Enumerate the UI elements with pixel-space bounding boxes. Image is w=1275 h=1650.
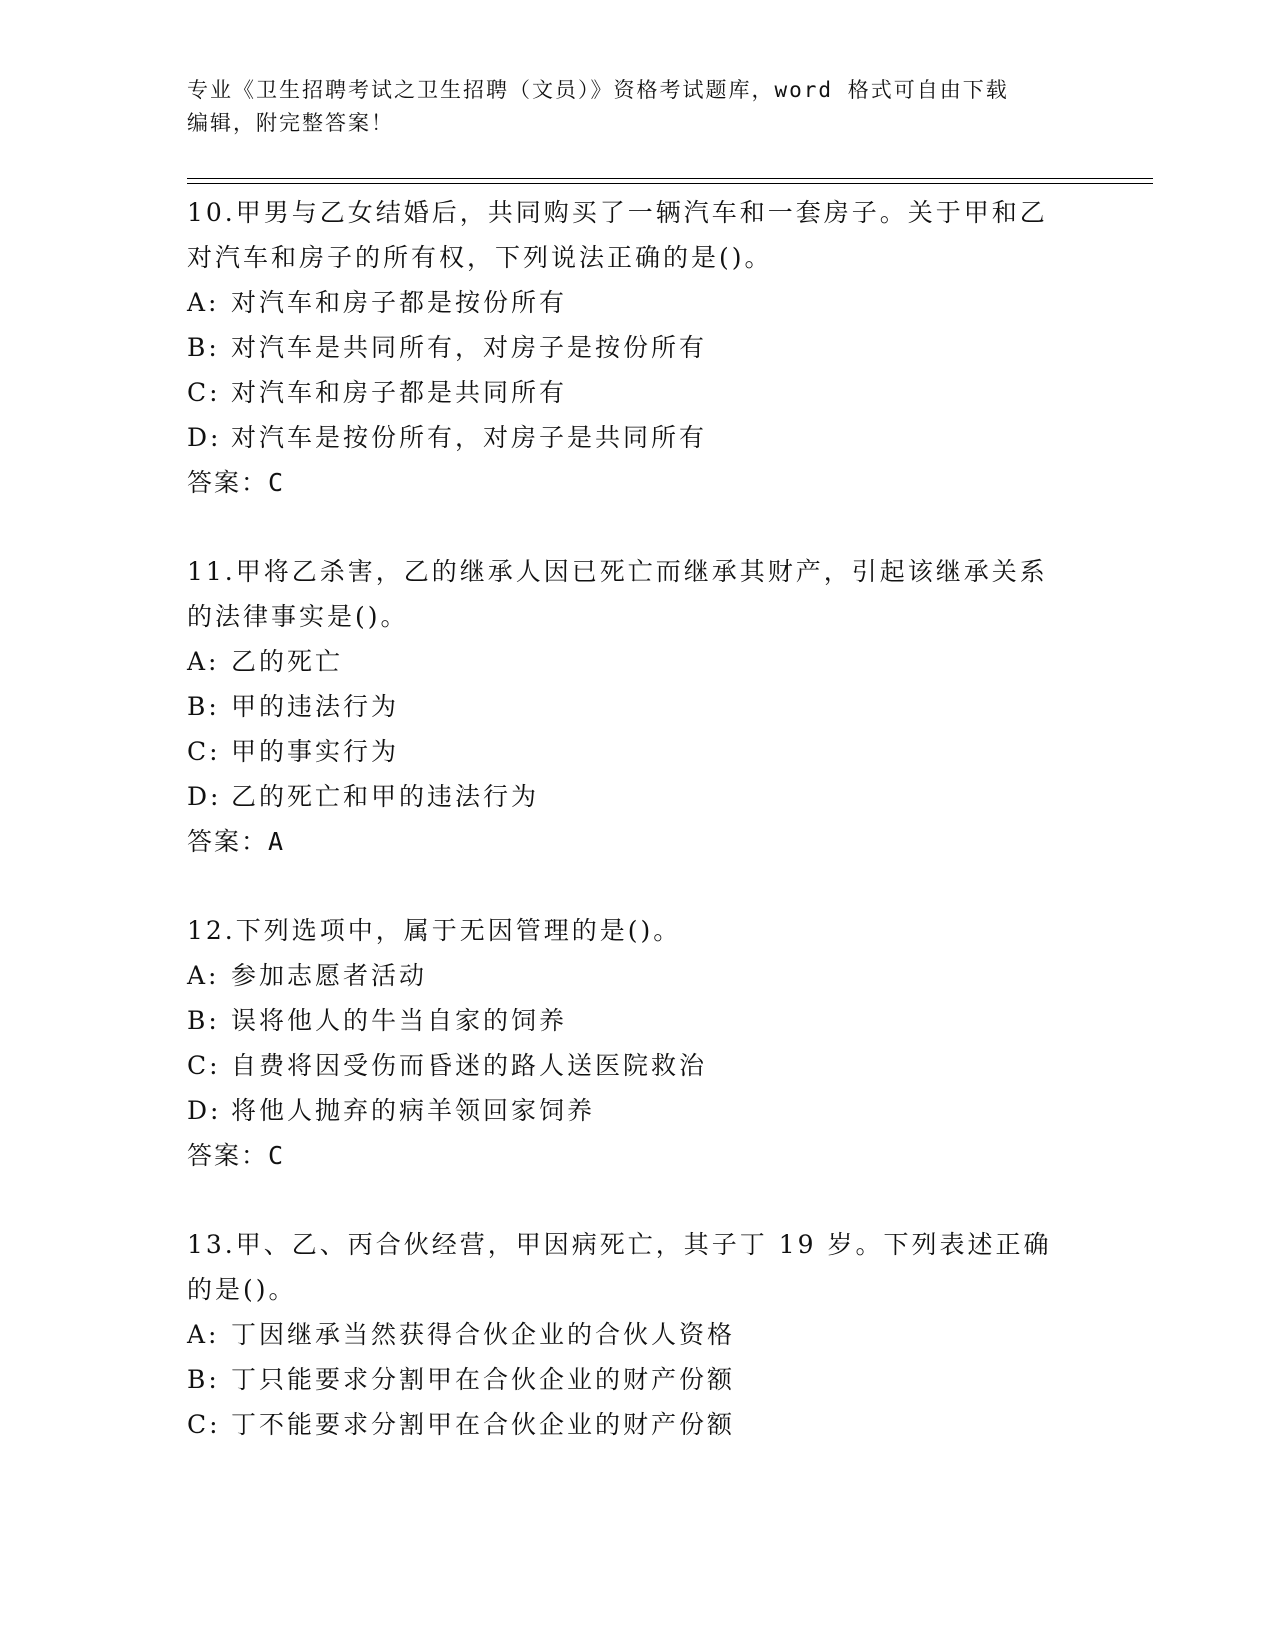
answer-label: 答案：	[187, 1141, 269, 1170]
answer-value: A	[268, 827, 286, 856]
option-letter: A:	[187, 647, 220, 676]
option-c	[187, 1043, 1087, 1088]
option-b	[187, 325, 1087, 370]
option-letter: A:	[187, 961, 220, 990]
question-12	[187, 908, 1087, 1178]
option-text: 对汽车和房子都是按份所有	[231, 288, 568, 317]
question-stem-line-1: 11.甲将乙杀害，乙的继承人因已死亡而继承其财产，引起该继承关系	[187, 557, 1048, 586]
option-letter: B:	[187, 1365, 220, 1394]
option-text: 丁不能要求分割甲在合伙企业的财产份额	[231, 1410, 736, 1439]
option-a	[187, 639, 1087, 684]
question-stem-line-2: 的法律事实是()。	[187, 602, 409, 631]
option-d	[187, 415, 1087, 460]
option-text: 甲的违法行为	[231, 692, 400, 721]
option-text: 乙的死亡和甲的违法行为	[231, 782, 540, 811]
option-d	[187, 774, 1087, 819]
answer	[187, 819, 1087, 864]
option-a	[187, 1312, 1087, 1357]
question-list	[187, 190, 1087, 1491]
answer-label: 答案：	[187, 468, 269, 497]
option-letter: D:	[187, 782, 222, 811]
option-letter: B:	[187, 692, 220, 721]
question-13	[187, 1222, 1087, 1447]
question-stem-line-1: 13.甲、乙、丙合伙经营，甲因病死亡，其子丁 19 岁。下列表述正确	[187, 1230, 1052, 1259]
option-text: 丁因继承当然获得合伙企业的合伙人资格	[231, 1320, 736, 1349]
option-text: 误将他人的牛当自家的饲养	[231, 1006, 568, 1035]
question-11	[187, 549, 1087, 864]
option-c	[187, 729, 1087, 774]
option-letter: B:	[187, 333, 220, 362]
document-header	[187, 74, 1067, 140]
option-letter: D:	[187, 1096, 222, 1125]
answer	[187, 460, 1087, 505]
question-stem-line-2: 对汽车和房子的所有权，下列说法正确的是()。	[187, 243, 773, 272]
answer	[187, 1133, 1087, 1178]
header-line-1: 专业《卫生招聘考试之卫生招聘（文员）》资格考试题库，word 格式可自由下载	[187, 78, 1009, 102]
answer-value: C	[268, 1141, 286, 1170]
option-b	[187, 684, 1087, 729]
option-text: 乙的死亡	[231, 647, 344, 676]
option-b	[187, 1357, 1087, 1402]
option-letter: A:	[187, 1320, 220, 1349]
question-stem	[187, 190, 1087, 280]
option-text: 甲的事实行为	[231, 737, 400, 766]
option-text: 参加志愿者活动	[231, 961, 428, 990]
question-stem-line-1: 10.甲男与乙女结婚后，共同购买了一辆汽车和一套房子。关于甲和乙	[187, 198, 1048, 227]
option-letter: C:	[187, 378, 221, 407]
option-text: 丁只能要求分割甲在合伙企业的财产份额	[231, 1365, 736, 1394]
option-letter: C:	[187, 1410, 221, 1439]
question-stem	[187, 549, 1087, 639]
option-text: 对汽车是按份所有，对房子是共同所有	[231, 423, 708, 452]
question-stem-line-2: 的是()。	[187, 1275, 297, 1304]
option-text: 对汽车是共同所有，对房子是按份所有	[231, 333, 708, 362]
option-letter: C:	[187, 1051, 221, 1080]
header-rule-top	[187, 178, 1153, 179]
option-text: 自费将因受伤而昏迷的路人送医院救治	[231, 1051, 708, 1080]
option-a	[187, 953, 1087, 998]
question-stem	[187, 908, 1087, 953]
question-stem	[187, 1222, 1087, 1312]
option-c	[187, 1402, 1087, 1447]
option-text: 将他人抛弃的病羊领回家饲养	[231, 1096, 596, 1125]
option-b	[187, 998, 1087, 1043]
option-letter: D:	[187, 423, 222, 452]
option-c	[187, 370, 1087, 415]
question-stem-line-1: 12.下列选项中，属于无因管理的是()。	[187, 916, 682, 945]
option-d	[187, 1088, 1087, 1133]
option-a	[187, 280, 1087, 325]
question-10	[187, 190, 1087, 505]
answer-value: C	[268, 468, 286, 497]
option-letter: B:	[187, 1006, 220, 1035]
answer-label: 答案：	[187, 827, 269, 856]
option-letter: A:	[187, 288, 220, 317]
option-text: 对汽车和房子都是共同所有	[231, 378, 568, 407]
option-letter: C:	[187, 737, 221, 766]
header-rule-bottom	[187, 183, 1153, 184]
header-line-2: 编辑，附完整答案！	[187, 111, 394, 135]
